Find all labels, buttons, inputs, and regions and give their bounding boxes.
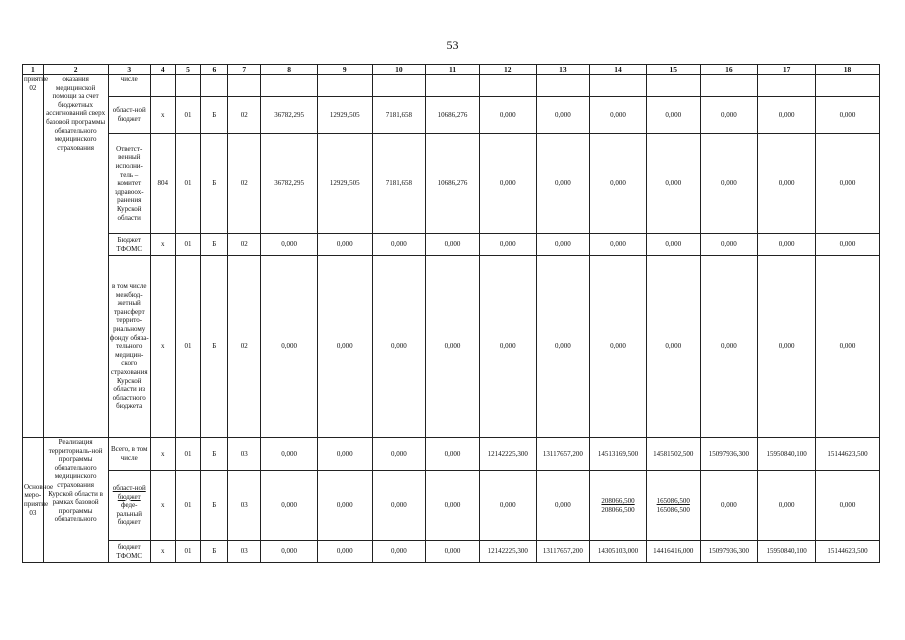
header-cell: 6 [201, 65, 228, 75]
funding-source: Бюджет ТФОМС [108, 234, 150, 256]
table-cell: Б [201, 471, 228, 541]
table-cell: 01 [175, 438, 201, 471]
table-cell: 0,000 [700, 256, 758, 438]
table-cell: 13117657,200 [536, 438, 590, 471]
table-cell: 0,000 [261, 541, 318, 563]
table-cell: 0,000 [479, 97, 536, 134]
table-cell: 02 [228, 97, 261, 134]
header-cell: 15 [646, 65, 700, 75]
table-cell: 0,000 [700, 471, 758, 541]
table-cell [646, 471, 700, 541]
table-cell: 15950840,100 [758, 541, 816, 563]
table-cell: 0,000 [816, 256, 880, 438]
table-cell: 0,000 [372, 234, 426, 256]
table-cell: 0,000 [479, 134, 536, 234]
value-federal: 208066,500 [601, 505, 635, 514]
table-cell: 0,000 [317, 234, 372, 256]
table-cell: 12142225,300 [479, 541, 536, 563]
table-cell: 12929,505 [317, 97, 372, 134]
table-cell: 0,000 [758, 256, 816, 438]
table-cell: 0,000 [758, 471, 816, 541]
table-cell: 14305103,000 [590, 541, 647, 563]
table-cell: 0,000 [700, 234, 758, 256]
table-cell: 0,000 [700, 97, 758, 134]
table-cell: 0,000 [261, 234, 318, 256]
table-cell: 0,000 [536, 134, 590, 234]
table-cell: 0,000 [646, 234, 700, 256]
table-cell: 0,000 [646, 97, 700, 134]
table-cell: 0,000 [536, 471, 590, 541]
table-row [23, 541, 880, 563]
table-cell: 0,000 [590, 134, 647, 234]
table-cell: 0,000 [816, 471, 880, 541]
table-cell: 0,000 [479, 471, 536, 541]
header-cell: 8 [261, 65, 318, 75]
table-cell: 36782,295 [261, 97, 318, 134]
funding-source: бюджет ТФОМС [108, 541, 150, 563]
funding-source: числе [108, 75, 150, 97]
table-cell: 0,000 [261, 256, 318, 438]
table-cell: 03 [228, 438, 261, 471]
table-cell: x [150, 234, 175, 256]
value-regional: 165086,500 [656, 496, 690, 505]
table-row [23, 438, 880, 471]
table-cell: 0,000 [479, 256, 536, 438]
table-cell: 01 [175, 256, 201, 438]
table-cell: x [150, 438, 175, 471]
table-cell: 0,000 [646, 134, 700, 234]
table-cell: Б [201, 541, 228, 563]
table-cell: 0,000 [261, 438, 318, 471]
table-cell: 14513169,500 [590, 438, 647, 471]
table-cell: 01 [175, 234, 201, 256]
table-cell: 0,000 [317, 541, 372, 563]
table-row [23, 471, 880, 541]
header-cell: 7 [228, 65, 261, 75]
event-description: оказания медицинской помощи за счет бюджетных ассигнований сверх базовой программы обязательного медицинского страхования [43, 75, 108, 438]
table-cell: 0,000 [700, 134, 758, 234]
table-cell: 36782,295 [261, 134, 318, 234]
table-cell: 0,000 [261, 471, 318, 541]
table-cell: Б [201, 256, 228, 438]
header-row [23, 65, 880, 75]
table-cell: 01 [175, 471, 201, 541]
table-row [23, 75, 880, 97]
table-cell: 02 [228, 256, 261, 438]
table-cell: 7181,658 [372, 134, 426, 234]
funding-source-regional: област-ной бюджет [112, 484, 146, 501]
header-cell: 13 [536, 65, 590, 75]
table-row [23, 134, 880, 234]
table-cell: 0,000 [816, 234, 880, 256]
table-cell: 0,000 [646, 256, 700, 438]
table-cell: 15144623,500 [816, 438, 880, 471]
table-cell: 0,000 [536, 97, 590, 134]
table-cell: Б [201, 234, 228, 256]
table-cell: Б [201, 438, 228, 471]
table-cell: 0,000 [317, 438, 372, 471]
table-cell: x [150, 471, 175, 541]
table-cell: 804 [150, 134, 175, 234]
funding-source [108, 471, 150, 541]
header-cell: 3 [108, 65, 150, 75]
table-cell: 0,000 [758, 234, 816, 256]
table-cell: 02 [228, 234, 261, 256]
table-cell: 03 [228, 471, 261, 541]
table-cell: 0,000 [479, 234, 536, 256]
table-cell: 0,000 [372, 541, 426, 563]
table-cell: 15097936,300 [700, 541, 758, 563]
table-cell: 01 [175, 134, 201, 234]
funding-source: област-ной бюджет [108, 97, 150, 134]
table-cell: 14581502,500 [646, 438, 700, 471]
table-cell: 0,000 [590, 256, 647, 438]
table-cell: 0,000 [758, 97, 816, 134]
header-cell: 1 [23, 65, 44, 75]
table-cell: 14416416,000 [646, 541, 700, 563]
table-cell: 13117657,200 [536, 541, 590, 563]
table-cell: 0,000 [317, 256, 372, 438]
header-cell: 12 [479, 65, 536, 75]
table-cell: Б [201, 97, 228, 134]
table-cell: 01 [175, 97, 201, 134]
funding-source-federal: феде-ральный бюджет [116, 501, 143, 527]
funding-source: в том числе межбюд-жетный трансферт террито-риальному фонду обяза-тельного медицин-ского страхования Курской области из областного бюджета [108, 256, 150, 438]
table-cell: x [150, 256, 175, 438]
table-cell: 0,000 [372, 438, 426, 471]
table-row [23, 234, 880, 256]
table-cell: 01 [175, 541, 201, 563]
table-cell: 0,000 [590, 97, 647, 134]
table-cell: 0,000 [590, 234, 647, 256]
event-label: Основное меро-приятие 03 [23, 438, 44, 563]
table-cell: Б [201, 134, 228, 234]
table-cell: x [150, 97, 175, 134]
header-cell: 16 [700, 65, 758, 75]
header-cell: 2 [43, 65, 108, 75]
header-cell: 10 [372, 65, 426, 75]
table-row [23, 97, 880, 134]
table-cell: 0,000 [816, 134, 880, 234]
table-cell: 03 [228, 541, 261, 563]
table-cell: 0,000 [426, 234, 480, 256]
header-cell: 5 [175, 65, 201, 75]
event-description: Реализация территориаль-ной программы обязательного медицинского страхования Курской области в рамках базовой программы обязательного [43, 438, 108, 563]
table-cell: 0,000 [536, 234, 590, 256]
table-cell: 15950840,100 [758, 438, 816, 471]
table-cell: 0,000 [372, 471, 426, 541]
table-cell: 0,000 [426, 256, 480, 438]
header-cell: 18 [816, 65, 880, 75]
table-cell: 12142225,300 [479, 438, 536, 471]
table-cell: 15097936,300 [700, 438, 758, 471]
header-cell: 14 [590, 65, 647, 75]
table-cell: 0,000 [816, 97, 880, 134]
table-cell [590, 471, 647, 541]
table-cell: 0,000 [426, 541, 480, 563]
table-cell: 10686,276 [426, 97, 480, 134]
table-cell: 0,000 [426, 438, 480, 471]
table-cell: 0,000 [536, 256, 590, 438]
table-cell: 10686,276 [426, 134, 480, 234]
table-cell: 7181,658 [372, 97, 426, 134]
table-cell: 0,000 [758, 134, 816, 234]
table-cell: x [150, 541, 175, 563]
header-cell: 9 [317, 65, 372, 75]
table-cell: 0,000 [372, 256, 426, 438]
header-cell: 11 [426, 65, 480, 75]
header-cell: 4 [150, 65, 175, 75]
value-federal: 165086,500 [656, 505, 690, 514]
table-cell: 15144623,500 [816, 541, 880, 563]
table-cell: 0,000 [317, 471, 372, 541]
header-cell: 17 [758, 65, 816, 75]
table-cell: 02 [228, 134, 261, 234]
funding-source: Ответст-венный исполни-тель – комитет здравоох-ранения Курской области [108, 134, 150, 234]
page-number: 53 [446, 38, 459, 52]
table-row [23, 256, 880, 438]
value-regional: 208066,500 [601, 496, 635, 505]
table-cell: 12929,505 [317, 134, 372, 234]
event-label: приятие 02 [23, 75, 44, 438]
budget-table [22, 64, 880, 563]
table-cell: 0,000 [426, 471, 480, 541]
funding-source: Всего, в том числе [108, 438, 150, 471]
